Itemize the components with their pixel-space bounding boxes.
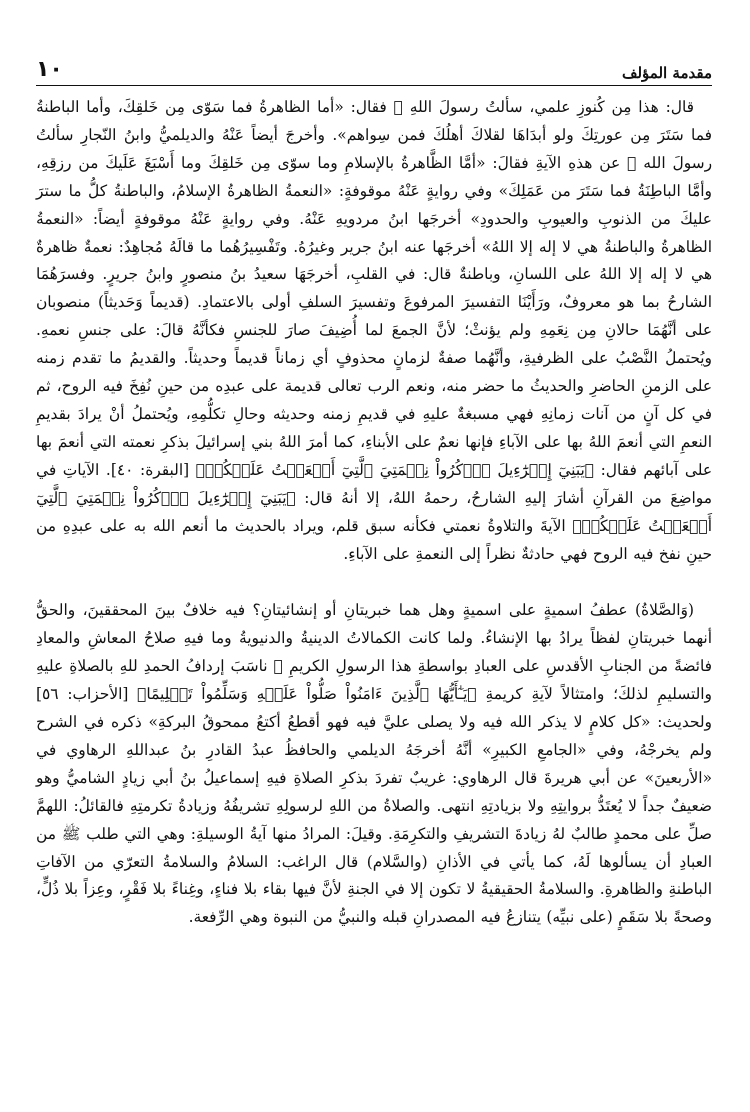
running-title: مقدمة المؤلف bbox=[621, 64, 712, 82]
page-number: ١٠ bbox=[36, 57, 63, 82]
commentary-paragraph-2: (وَالصَّلاةُ) عطفُ اسميةٍ على اسميةٍ وهل هما خبريتانِ أو إنشائيتانِ؟ فيه خلافٌ بينَ المحققينَ، والحقُّ أنهما خبريتانِ لفظاً يرادُ بها الإنشاءُ. ولما كانت الكمالاتُ الدينيةُ والدنيويةُ وما فيهِ صلاحُ المعاشِ والمعادِ فائضةً من الجنابِ الأقدسِ على العبادِ بواسطةِ هذا الرسولِ الكريمِ ﷺ ناسَبَ إردافُ الحمدِ للهِ بالصلاةِ عليهِ والتسليمِ لذلكَ؛ وامتثالاً لآيةِ كريمةِ ﴿يَـٰٓأَيُّهَا ٱلَّذِينَ ءَامَنُواْ صَلُّواْ عَلَيۡهِ وَسَلِّمُواْ تَسۡلِيمًا﴾ [الأحزاب: ٥٦] ولحديث: «كل كلامٍ لا يذكر الله فيه ولا يصلى عليَّ فيه فهو أقطعُ أكتعُ ممحوقُ البركةِ» ذكره في الشرح ولم يخرجْهُ، وفي «الجامعِ الكبيرِ» أنَّهُ أخرجَهُ الديلمي والحافظُ عبدُ القادرِ بنُ عبداللهِ الرهاوي في «الأربعينَ» عن أبي هريرةَ قال الرهاوي: غريبٌ تفردَ بذكرِ الصلاةِ فيهِ إسماعيلُ بنُ أبي زيادٍ الشاميُّ وهو ضعيفٌ جداً لا يُعتَدُّ بروايتِهِ ولا بزيادتِهِ انتهى. والصلاةُ من اللهِ لرسولِهِ تشريفُهُ وزيادةُ تكرمتِهِ فالقائلُ: اللهمَّ صلِّ على محمدٍ طالبٌ لهُ زيادةَ التشريفِ والتكرِمَةِ. وقيلَ: المرادُ منها آيةُ الوسيلةِ: وهي التي طلب ﷺ من العبادِ أن يسألوها لَهُ، كما يأتي في الأذانِ (والسَّلام) قال الراغب: السلامُ والسلامةُ التعرّي من الآفاتِ الباطنةِ والظاهرةِ. والسلامةُ الحقيقيةُ لا تكون إلا في الجنةِ لأنَّ فيها بقاء بلا فناءٍ، وغِناءً بلا فَقْرٍ، وعِزاً بلا ذُلٍّ، وصحةً بلا سَقَمٍ (على نبيِّه) يتنازعُ فيه المصدرانِ قبله والنبيُّ من النبوة وهي الرِّفعة. bbox=[36, 601, 712, 927]
page-body bbox=[36, 94, 712, 932]
page-header bbox=[36, 52, 712, 86]
commentary-paragraph-1: قال: هذا مِن كُنوزِ علمي، سألتُ رسولَ اللهِ ﷺ فقال: «أما الظاهرةُ فما سَوّى مِن خَلقِكَ، وأما الباطنةُ فما سَتَرَ مِن عورتِكَ ولو أبدَاهَا لقلاكَ أهلُكَ فمن سِواهم». وأخرجَ أيضاً عَنْهُ والديلميُّ وابنُ النّجارِ سألتُ رسولَ الله ﷺ عن هذهِ الآيةِ فقالَ: «أمَّا الظَّاهرةُ بالإسلامِ وما سوّى مِن خَلقِكَ وما أَسْبَغَ عَلَيكَ من رزقِهِ، وأمَّا الباطِنَةُ فما سَتَرَ من عَمَلِكَ» وفي روايةٍ عَنْهُ موقوفةٍ: «النعمةُ الظاهرةُ الإسلامُ، والباطنةُ كلُّ ما سترَ عليكَ من الذنوبِ والعيوبِ والحدودِ» أخرجَها ابنُ مردويهِ عَنْهُ. وفي روايةٍ عَنْهُ موقوفةٍ أيضاً: «النعمةُ الظاهرةُ والباطنةُ هي لا إله إلا اللهُ» أخرجَها عنه ابنُ جرير وغيرُهُ. وتَفْسِيرُهُما ما قالَهُ مُجاهِدٌ: نعمةٌ ظاهرةٌ هي لا إله إلا اللهُ على اللسانِ، وباطنةٌ قال: في القلبِ، أخرجَهَا سعيدُ بنُ منصورٍ وابنُ جريرٍ. وفسرَهُمَا الشارحُ بما هو معروفٌ، ورَأَيْنَا التفسيرَ المرفوعَ وتفسيرَ السلفِ أولى بالاعتمادِ. (قديماً وَحَديثاً) منصوبان على أنَّهُمَا حالانِ مِن نِعَمِهِ ولم يؤنثْ؛ لأنَّ الجمعَ لما أُضِيفَ صارَ للجنسِ فكأنَّهُ قالَ: على جنسِ نعمهِ. ويُحتملُ النَّصْبُ على الظرفيةِ، وأنَّهُما صفةٌ لزمانٍ محذوفٍ أي زماناً قديماً وحديثاً. والقديمُ ما تقدم زمنه على الزمنِ الحاضرِ والحديثُ ما حضر منه، ونعم الرب تعالى قديمة على عبدِه من حينِ نُفِخَ فيه الروح، ثم في كل آنٍ من آنات زمانِهِ فهي مسبغةٌ عليهِ في قديمِ زمنه وحديثه وحالِ تكلُّمِهِ، ويُحتملُ أنْ يرادَ بقديمِ النعمِ التي أنعمَ اللهُ بها على الآباءِ فإنها نعمٌ على الأبناءِ، كما أمرَ اللهُ بني إسرائيلَ بذكرِ نعمته التي أنعمَ بها على آبائهم فقال: ﴿يَبَنِيٓ إِسۡرَٰٓءِيلَ ٱذۡكُرُواْ نِعۡمَتِيَ ٱلَّتِيٓ أَنۡعَمۡتُ عَلَيۡكُمۡ﴾ [البقرة: ٤٠]. الآياتِ في مواضِعَ من القرآنِ أشارَ إليهِ الشارحُ، رحمهُ اللهُ، إلا أنهُ قال: ﴿يَبَنِيٓ إِسۡرَٰٓءِيلَ ٱذۡكُرُواْ نِعۡمَتِيَ ٱلَّتِيٓ أَنۡعَمۡتُ عَلَيۡكُمۡ﴾ الآيةَ والتلاوةُ نعمتي فكأنه سبق قلم، ويراد بالحديث ما أنعم الله به على عبدِهِ من حينِ نفخ فيه الروح فهي حادثةٌ نظراً إلى النعمةِ على الآباءِ. bbox=[36, 98, 713, 563]
